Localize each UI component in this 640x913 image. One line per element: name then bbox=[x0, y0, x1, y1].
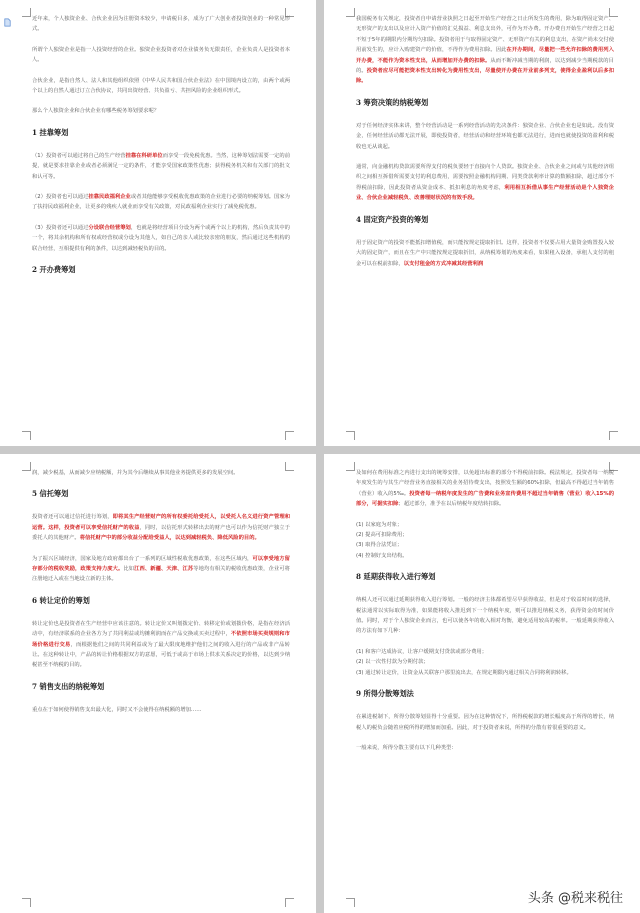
document-page-2 bbox=[324, 0, 640, 446]
paragraph bbox=[32, 76, 290, 97]
text-run: 从而不断冲减当期的利润，以达到减少当期税款的目的。 bbox=[356, 57, 614, 75]
text-run: ，而根据他们之间的共同利益或为了最大限度地维护他们之间的收入进行的产品或非产品转让。在这种转让中，产品的转让价格根据双方的意愿，可低于或高于市场上供求关系决定的价格，以达到少纳税甚至不纳税的目的。 bbox=[32, 641, 290, 669]
text-run: 而享受一段免税优惠。当然，这种筹划法需要一定的前提，就是要求挂靠企业或者必须满足一定的条件，才能享受国家政策性优惠；获得税务机关和有关部门的批文和认可等。 bbox=[32, 152, 290, 180]
text-run: 一般来说，所得分散主要有以下几种类型： bbox=[356, 744, 457, 751]
paragraph bbox=[356, 595, 614, 637]
text-run: 及如何在费用标准之内进行支出的统筹安排，以免超出标准的部分不得税前扣除。税法规定，投资者每一纳税年度发生的与其生产经营业务直接相关的业务招待费支出，按照发生额的60%扣除，但最高不得超过当年销售（营业）收入的5‰。 bbox=[356, 470, 614, 497]
paragraph bbox=[32, 106, 290, 116]
section-heading: 6 转让定价的筹划 bbox=[32, 595, 90, 605]
text-run: 转让定价也是投资者在生产经营中应该注意的。转让定价又叫划拨定价、转移定价或划拨价格，是指在经济活动中，有经济联系的企业各方为了共同利益或均摊利润而在产品交换或买卖过程中， bbox=[32, 620, 290, 638]
source-watermark: 头条 @税来税往 bbox=[525, 886, 626, 907]
document-page-1 bbox=[0, 0, 316, 446]
text-run: 为了振兴区域经济，国家及地方政府都出台了一系列的区域性税收优惠政策，在这些区域内， bbox=[32, 555, 253, 562]
text-run: 润，减少税基，从而减少应纳税额，并为其今后继续从事其他业务提供更多的发展空间。 bbox=[32, 470, 239, 476]
page-corner-mark bbox=[22, 8, 31, 17]
highlighted-text: 即将其生产经营财产的所有权委托给受托人，以受托人名义进行资产管理和运营。这样，投资者可以享受信托财产的收益 bbox=[32, 514, 290, 531]
paragraph bbox=[32, 45, 290, 66]
text-run: （2）投资者也可以通过 bbox=[32, 194, 89, 201]
paragraph bbox=[356, 121, 614, 152]
section-heading: 3 筹资决策的纳税筹划 bbox=[356, 97, 429, 107]
highlighted-text: 投资者每一纳税年度发生的广告费和业务宣传费用不超过当年销售（营业）收入15%的部分，可据实扣除 bbox=[356, 490, 615, 508]
highlighted-text: 以支付租金的方式冲减其经营利润 bbox=[403, 260, 484, 267]
text-run: 比如 bbox=[123, 566, 135, 573]
paragraph bbox=[356, 162, 614, 204]
text-run: (3) 通过转让定价，让资金从关联客户那里流出去，在规定期限内通过相关合同将利润转移。 bbox=[356, 669, 572, 676]
highlighted-text: 可以享受地方留存部分的税收奖励，政策支持力度大。 bbox=[32, 555, 290, 573]
page-corner-mark bbox=[346, 462, 355, 471]
text-run: (2) 以一次性付款为分期付款； bbox=[356, 659, 429, 666]
page-body bbox=[32, 468, 290, 725]
text-run: 合伙企业，是指自然人、法人和其他组织依照《中华人民共和国合伙企业法》在中国境内设立的，由两个或两个以上的自然人通过订立合伙协议，共同出资经营、共负盈亏、共担风险的企业组织形式。 bbox=[32, 77, 290, 95]
highlighted-text: 不依照市场买卖规则和市场价格进行交易 bbox=[32, 631, 290, 648]
text-run: (1) 和客户达成协议，让客户缓期支付贷款或部分费用； bbox=[356, 648, 488, 655]
paragraph bbox=[356, 468, 614, 510]
section-heading: 9 所得分散筹划法 bbox=[356, 689, 414, 699]
page-corner-mark bbox=[346, 431, 355, 440]
text-run: 在累进税制下，所得分散筹划显得十分重要。因为在这种情况下，所得税税款的增长幅度高于所得的增长，纳税人的税负会随着应税所得的增加而加重。因此，对于投资者来说，所得的分散有着很重要的意义。 bbox=[356, 714, 614, 731]
text-run: 通常，向金融机构贷款需要所得支付的税负要轻于直接向个人贷款。独资企业、合伙企业之间或与其他经济组织之间相互拆借所需要支付的利息费用，需要按照金融机构同期、同类贷款利率计算的数额扣除，超过部分不得税前扣除，因此投资者从资金成本、抵扣利息的角度考虑， bbox=[356, 164, 614, 191]
paragraph bbox=[356, 520, 614, 562]
section-heading: 5 信托筹划 bbox=[32, 489, 69, 499]
text-run: 所谓个人独资企业是指一人投资经营的企业。独资企业投资者对企业债务负无限责任，企业负责人是投资者本人。 bbox=[32, 46, 290, 64]
text-run: （1）投资者可以通过将自己的生产经营 bbox=[32, 152, 126, 159]
text-run: (4) 控制好支出结构。 bbox=[356, 552, 408, 559]
document-page-3 bbox=[0, 454, 316, 913]
paragraph bbox=[356, 647, 614, 678]
page-corner-mark bbox=[22, 431, 31, 440]
paragraph bbox=[356, 743, 614, 753]
text-run: （3）投资者还可以通过 bbox=[32, 224, 89, 231]
section-heading: 1 挂靠筹划 bbox=[32, 127, 69, 137]
page-body bbox=[32, 14, 290, 288]
section-heading: 8 延期获得收入进行筹划 bbox=[356, 572, 436, 582]
paragraph bbox=[32, 151, 290, 182]
text-run: 纳税人还可以通过延期获得收入进行筹划。一般的经济主体都希望尽早获得收益，但是对于收益时间的选择，税法通常以实际取得为准，如果能将收入推迟到下一个纳税年度，则可以推迟纳税义务，获得资金的时间价值。同时，对于个人独资企业而言，也可以使各年的收入相对均衡，避免适用较高的税率。一般延期获得收入的方法有如下几种： bbox=[356, 597, 614, 635]
paragraph bbox=[32, 554, 290, 585]
page-body bbox=[356, 14, 614, 279]
page-corner-mark bbox=[285, 431, 294, 440]
paragraph bbox=[32, 468, 290, 478]
paragraph bbox=[32, 14, 290, 35]
paragraph bbox=[356, 712, 614, 733]
page-body bbox=[356, 468, 614, 763]
page-corner-mark bbox=[609, 431, 618, 440]
highlighted-text: 江西、新疆、天津、江苏 bbox=[134, 566, 194, 573]
page-corner-mark bbox=[285, 898, 294, 907]
text-run: 用于固定资产的投资不能抵扣增值税，而只能按规定提取折旧。这样，投资者不仅要占用大量资金购置投入较大的固定资产，而且在生产中只能按规定提取折旧，从纳税筹划的角度来看，如果租入设备，承租人支付的租金可以在税前扣除， bbox=[356, 239, 614, 267]
paragraph bbox=[356, 238, 614, 269]
highlighted-text: 挂靠在科研单位 bbox=[125, 152, 163, 159]
highlighted-text: 在开办期间，尽量把一些允许扣除的费用列入开办费，不能作为资本性支出，从而增加开办费的扣除。 bbox=[356, 47, 614, 64]
text-run: (3) 取得合法凭证； bbox=[356, 542, 403, 549]
highlighted-text: 投资者应尽可能把资本性支出转化为费用性支出，尽量使开办费在开业前多列支，使得企业盈利以后多扣除。 bbox=[356, 68, 614, 85]
text-run: 那么个人独资企业和合伙企业有哪些税务筹划要求呢？ bbox=[32, 108, 160, 115]
paragraph bbox=[32, 223, 290, 254]
text-run: (1) 以家庭为对象； bbox=[356, 521, 403, 528]
text-run: (2) 提高可扣除费用； bbox=[356, 532, 408, 539]
highlighted-text: 分设联合经营筹划 bbox=[88, 224, 131, 231]
section-heading: 7 销售支出的纳税筹划 bbox=[32, 681, 105, 691]
text-run: 或者其他能够享受税收优惠政策的企业进行必要的纳税筹划。国家为了扶持民政福利企业，让更多的残疾人就业而享受有关政策，对民政福利企业实行了减免税优惠。 bbox=[32, 194, 290, 211]
highlighted-text: 利用相互拆借从事生产经营活动是个人独资企业、合伙企业减轻税负、改善理财状况的有效手段。 bbox=[356, 184, 614, 202]
section-heading: 4 固定资产投资的筹划 bbox=[356, 214, 429, 224]
page-corner-mark bbox=[346, 8, 355, 17]
document-page-4 bbox=[324, 454, 640, 913]
text-run: 投资者还可以通过信托进行筹划， bbox=[32, 514, 113, 521]
text-run: 我国税务有关规定，投资者自申请营业执照之日起至开始生产经营之日止所发生的费用，除为取得固定资产、无形资产的支出以及应计入资产价值的汇兑损益、利息支出外，可作为开办费。开办费自开始生产经营之日起不短于5年的期限内分期均匀扣除。投资者用于与取得固定资产、无形资产有关的利息支出，在资产尚未交付使用前发生的，应计入购建资产的价值，不得作为费用扣除。因此 bbox=[356, 16, 614, 54]
paragraph bbox=[32, 512, 290, 543]
highlighted-text: 挂靠民政福利企业 bbox=[88, 194, 131, 201]
text-run: 等地均有相关的税收优惠政策，企业可将注册地迁入或在当地设立新的主体。 bbox=[32, 566, 290, 583]
highlighted-text: 将信托财产中的部分收益分配给受益人，以达到减轻税负、降低风险的目的。 bbox=[79, 535, 260, 542]
section-heading: 2 开办费筹划 bbox=[32, 265, 76, 275]
text-run: ，也就是将经营项目分设为两个或两个以上的机构，然后负责其中的一个，将其余机构和所有权或经营权或分设为其他人，如自己的亲人或比较亲密的朋友，然后通过这些机构的联合经营，互相提供有利的条件，以达到减轻税负的目的。 bbox=[32, 224, 290, 252]
text-run: ；超过部分，准予在以后纳税年度结转扣除。 bbox=[398, 501, 505, 508]
paragraph bbox=[32, 192, 290, 213]
text-run: ，同时，以信托形式转移出去的财产也可以作为信托财产独立于委托人的其他财产。 bbox=[32, 524, 290, 542]
text-run: 近年来，个人独资企业、合伙企业因为注册资本较少，申请税目多，成为了广大创业者投资创业的一种常见形式。 bbox=[32, 16, 290, 33]
page-corner-mark bbox=[346, 898, 355, 907]
paragraph bbox=[356, 14, 614, 87]
paragraph bbox=[32, 705, 290, 715]
text-run: 重点在于如何使得销售支出最大化，同时又不会使得在纳税额的增加…… bbox=[32, 706, 202, 713]
document-icon[interactable] bbox=[3, 18, 12, 27]
page-corner-mark bbox=[22, 898, 31, 907]
paragraph bbox=[32, 619, 290, 671]
page-corner-mark bbox=[22, 462, 31, 471]
text-run: 对于任何经济实体来讲，整个经营活动是一系列经营活动的先决条件：独资企业、合伙企业也是如此。没有资金，任何经营活动都无法开展，即使投资者，经营活动和经营环境也都无法进行，进而也就使投资的盈利和税收也无从谈起。 bbox=[356, 122, 614, 150]
